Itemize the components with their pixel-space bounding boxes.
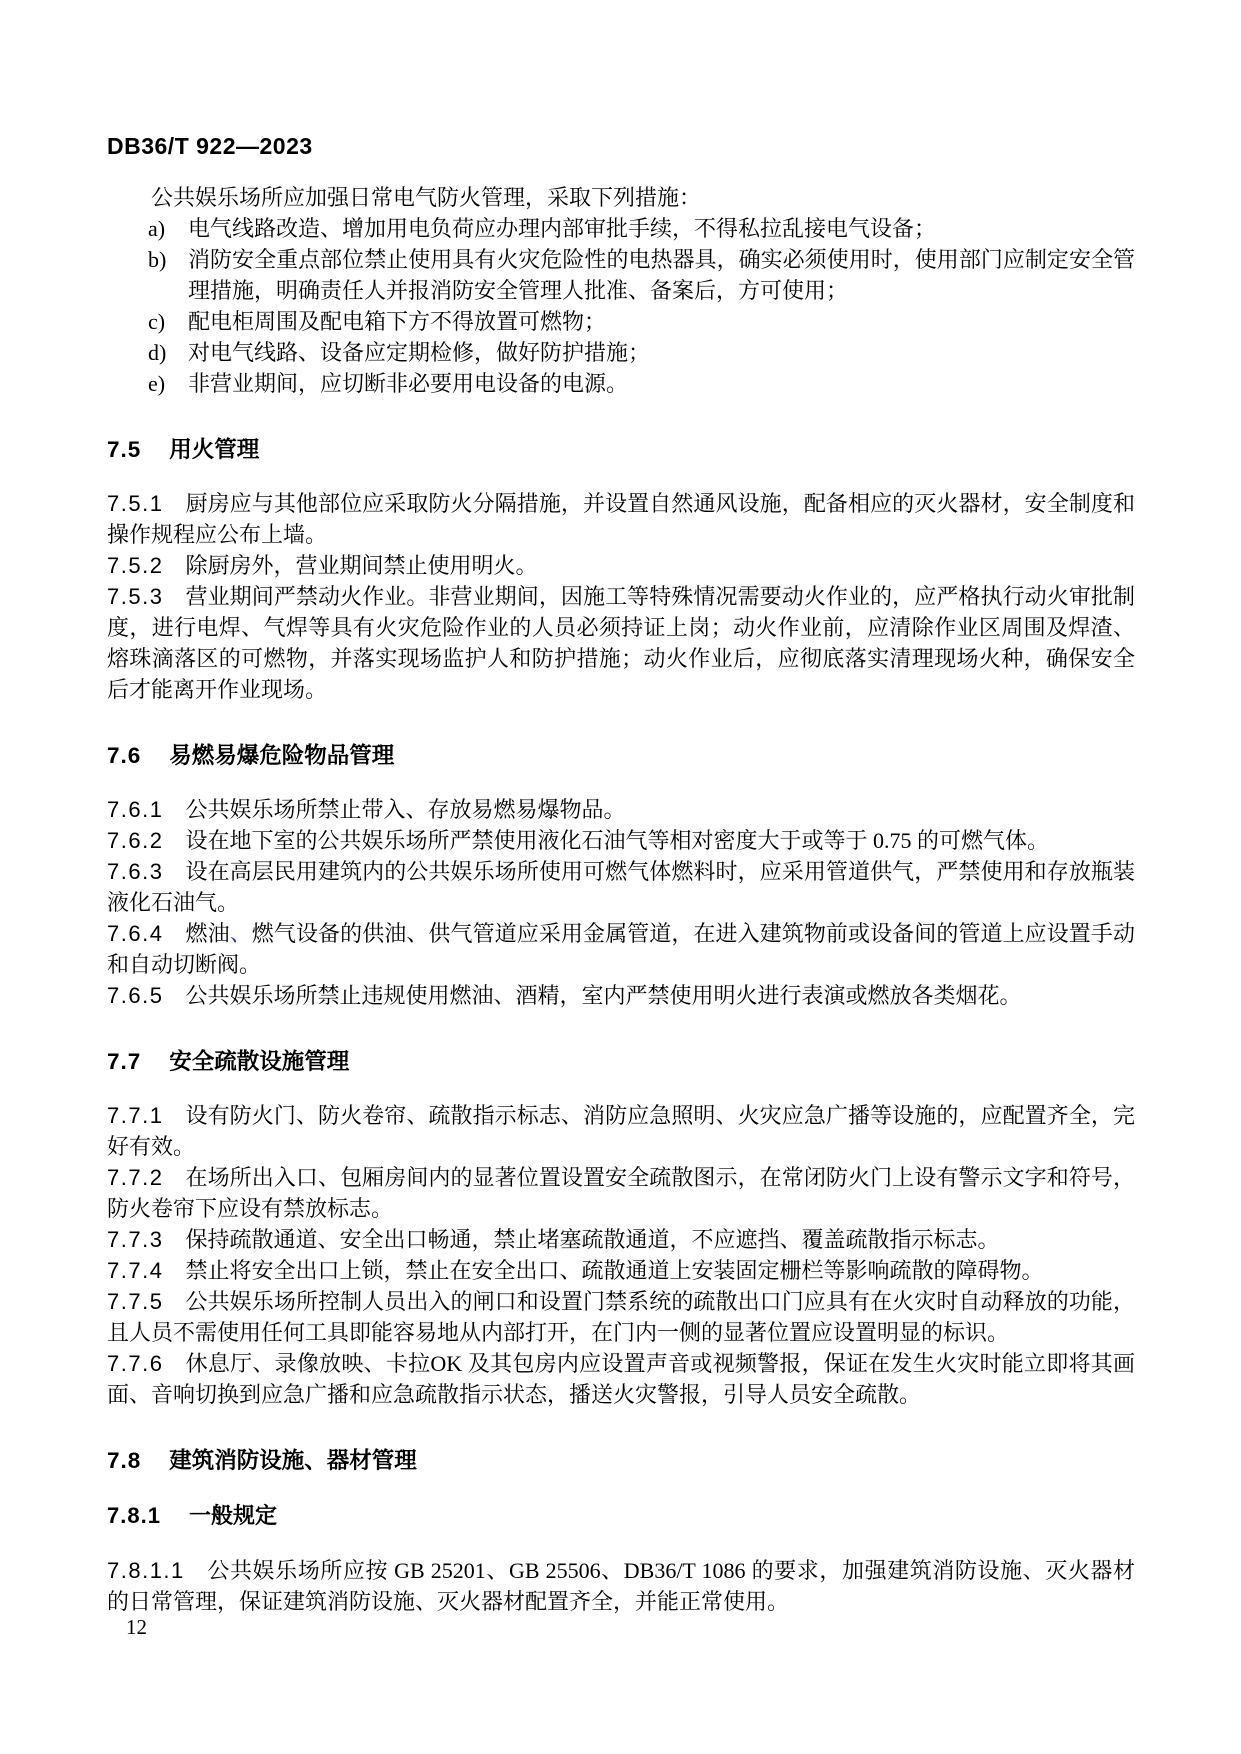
section-title: 易燃易爆危险物品管理 — [169, 743, 395, 768]
document-code-header: DB36/T 922—2023 — [107, 133, 313, 159]
section-heading-7-7 — [107, 1046, 1135, 1077]
clause-number: 7.7.3 — [107, 1227, 164, 1252]
section-title: 用火管理 — [169, 437, 260, 462]
section-number: 7.7 — [107, 1049, 142, 1074]
clause-number: 7.6.3 — [107, 859, 164, 884]
subsection-heading-7-8-1 — [107, 1500, 1135, 1531]
clause-number: 7.8.1.1 — [107, 1558, 185, 1583]
clause-number: 7.7.6 — [107, 1351, 164, 1376]
clause-7-6-2 — [107, 825, 1135, 856]
section-title: 建筑消防设施、器材管理 — [169, 1448, 417, 1473]
blue-caesura-mark: 、 — [229, 921, 252, 946]
clause-7-5-3 — [107, 581, 1135, 705]
list-item-label: a) — [148, 216, 166, 241]
clause-text: 设在高层民用建筑内的公共娱乐场所使用可燃气体燃料时，应采用管道供气，严禁使用和存放瓶装液化石油气。 — [107, 859, 1135, 915]
clause-number: 7.6.1 — [107, 797, 164, 822]
clause-text: 除厨房外，营业期间禁止使用明火。 — [185, 553, 538, 578]
clause-number: 7.5.3 — [107, 584, 164, 609]
clause-7-5-1 — [107, 488, 1135, 550]
clause-number: 7.6.4 — [107, 921, 164, 946]
clause-7-7-6 — [107, 1348, 1135, 1410]
list-item-c — [107, 306, 1135, 337]
list-item-a — [107, 213, 1135, 244]
clause-number: 7.6.5 — [107, 983, 164, 1008]
list-item-b — [107, 244, 1135, 306]
list-item-label: b) — [148, 247, 167, 272]
intro-paragraph: 公共娱乐场所应加强日常电气防火管理，采取下列措施： — [151, 185, 702, 210]
page-footer — [126, 1612, 147, 1643]
clause-text: 休息厅、录像放映、卡拉OK 及其包房内应设置声音或视频警报，保证在发生火灾时能立即将其画面、音响切换到应急广播和应急疏散指示状态，播送火灾警报，引导人员安全疏散。 — [107, 1351, 1135, 1407]
clause-text: 禁止将安全出口上锁，禁止在安全出口、疏散通道上安装固定栅栏等影响疏散的障碍物。 — [185, 1258, 1044, 1283]
clause-text: 公共娱乐场所控制人员出入的闸口和设置门禁系统的疏散出口门应具有在火灾时自动释放的功能，且人员不需使用任何工具即能容易地从内部打开，在门内一侧的显著位置应设置明显的标识。 — [107, 1289, 1135, 1345]
clause-7-6-4 — [107, 918, 1135, 980]
list-item-label: d) — [148, 340, 167, 365]
clause-7-6-1 — [107, 794, 1135, 825]
list-item-label: e) — [148, 371, 166, 396]
list-item-e — [107, 368, 1135, 399]
clause-text: 公共娱乐场所应按 GB 25201、GB 25506、DB36/T 1086 的要求，加强建筑消防设施、灭火器材的日常管理，保证建筑消防设施、灭火器材配置齐全，并能正常使用。 — [107, 1558, 1135, 1614]
subsection-number: 7.8.1 — [107, 1503, 161, 1528]
clause-text: 在场所出入口、包厢房间内的显著位置设置安全疏散图示，在常闭防火门上设有警示文字和符号，防火卷帘下应设有禁放标志。 — [107, 1165, 1135, 1221]
clause-number: 7.5.2 — [107, 553, 164, 578]
clause-text: 厨房应与其他部位应采取防火分隔措施，并设置自然通风设施，配备相应的灭火器材，安全制度和操作规程应公布上墙。 — [107, 491, 1135, 547]
clause-7-6-5 — [107, 980, 1135, 1011]
section-number: 7.8 — [107, 1448, 142, 1473]
list-item-d — [107, 337, 1135, 368]
list-item-text: 配电柜周围及配电箱下方不得放置可燃物； — [188, 309, 607, 334]
section-heading-7-8 — [107, 1445, 1135, 1476]
clause-text-segment: 燃油 — [185, 921, 230, 946]
clause-number: 7.7.4 — [107, 1258, 164, 1283]
subsection-title: 一般规定 — [188, 1503, 277, 1528]
clause-7-7-3 — [107, 1224, 1135, 1255]
list-item-text: 非营业期间，应切断非必要用电设备的电源。 — [188, 371, 629, 396]
clause-text: 设有防火门、防火卷帘、疏散指示标志、消防应急照明、火灾应急广播等设施的，应配置齐全，完好有效。 — [107, 1103, 1135, 1159]
clause-7-8-1-1 — [107, 1555, 1135, 1617]
clause-7-7-1 — [107, 1100, 1135, 1162]
clause-number: 7.7.5 — [107, 1289, 164, 1314]
clause-7-6-3 — [107, 856, 1135, 918]
clause-text: 公共娱乐场所禁止带入、存放易燃易爆物品。 — [185, 797, 626, 822]
clause-text: 营业期间严禁动火作业。非营业期间，因施工等特殊情况需要动火作业的，应严格执行动火审批制度，进行电焊、气焊等具有火灾危险作业的人员必须持证上岗；动火作业前，应清除作业区周围及焊渣、熔珠滴落区的可燃物，并落实现场监护人和防护措施；动火作业后，应彻底落实清理现场火种，确保安全后才能离开作业现场。 — [107, 584, 1135, 702]
clause-text: 公共娱乐场所禁止违规使用燃油、酒精，室内严禁使用明火进行表演或燃放各类烟花。 — [185, 983, 1022, 1008]
clause-number: 7.5.1 — [107, 491, 164, 516]
clause-text-segment: 燃气设备的供油、供气管道应采用金属管道，在进入建筑物前或设备间的管道上应设置手动和自动切断阀。 — [107, 921, 1135, 977]
list-item-text: 对电气线路、设备应定期检修，做好防护措施； — [188, 340, 651, 365]
section-heading-7-5 — [107, 434, 1135, 465]
clause-number: 7.7.2 — [107, 1165, 164, 1190]
section-heading-7-6 — [107, 740, 1135, 771]
section-number: 7.5 — [107, 437, 142, 462]
section-number: 7.6 — [107, 743, 142, 768]
clause-7-5-2 — [107, 550, 1135, 581]
clause-7-7-2 — [107, 1162, 1135, 1224]
page-number: 12 — [126, 1615, 147, 1639]
clause-text — [107, 921, 1135, 977]
clause-7-7-5 — [107, 1286, 1135, 1348]
list-item-text: 消防安全重点部位禁止使用具有火灾危险性的电热器具，确实必须使用时，使用部门应制定安全管理措施，明确责任人并报消防安全管理人批准、备案后，方可使用； — [188, 247, 1135, 303]
clause-number: 7.6.2 — [107, 828, 164, 853]
clause-number: 7.7.1 — [107, 1103, 164, 1128]
list-item-label: c) — [148, 309, 166, 334]
lettered-list — [107, 213, 1135, 399]
clause-7-7-4 — [107, 1255, 1135, 1286]
clause-text: 保持疏散通道、安全出口畅通，禁止堵塞疏散通道，不应遮挡、覆盖疏散指示标志。 — [185, 1227, 1000, 1252]
section-title: 安全疏散设施管理 — [169, 1049, 350, 1074]
list-item-text: 电气线路改造、增加用电负荷应办理内部审批手续，不得私拉乱接电气设备； — [188, 216, 937, 241]
clause-text: 设在地下室的公共娱乐场所严禁使用液化石油气等相对密度大于或等于 0.75 的可燃气体。 — [185, 828, 1049, 853]
